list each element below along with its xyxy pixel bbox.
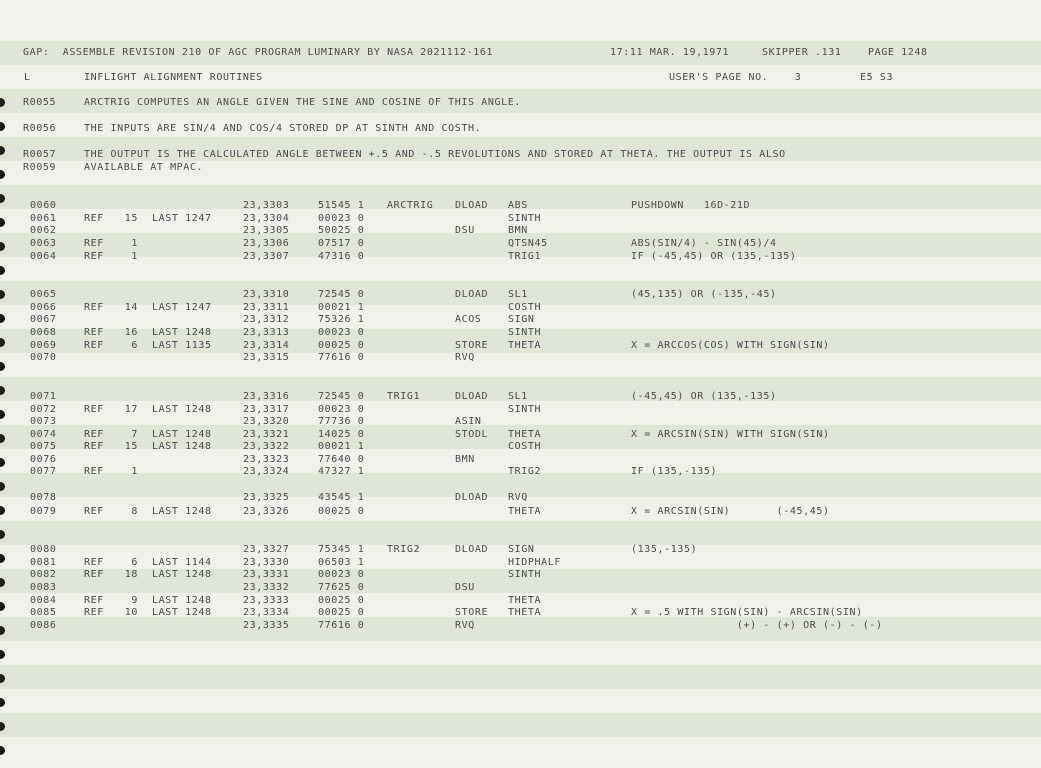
listing-row (0, 582, 1041, 594)
opcode: STORE (455, 607, 489, 618)
remark-text: THE OUTPUT IS THE CALCULATED ANGLE BETWEEN +.5 AND -.5 REVOLUTIONS AND STORED AT THETA. THE OUTPUT IS ALSO (84, 149, 786, 160)
octal-word: 00023 0 (318, 569, 365, 580)
opcode: BMN (455, 454, 475, 465)
seq-number: 0068 (30, 327, 57, 338)
address: 23,3307 (243, 251, 290, 262)
listing-row (0, 213, 1041, 225)
listing-row (0, 340, 1041, 352)
section-title: INFLIGHT ALIGNMENT ROUTINES (84, 72, 263, 83)
operand: SINTH (508, 327, 542, 338)
comment: ABS(SIN/4) - SIN(45)/4 (631, 238, 777, 249)
listing-row (0, 238, 1041, 250)
address: 23,3315 (243, 352, 290, 363)
octal-word: 72545 0 (318, 391, 365, 402)
seq-number: 0085 (30, 607, 57, 618)
listing-row (0, 327, 1041, 339)
remark-id: R0057 (23, 149, 57, 160)
last-page: LAST 1248 (152, 569, 212, 580)
operand: THETA (508, 595, 542, 606)
ref-label: REF (84, 607, 104, 618)
octal-word: 51545 1 (318, 200, 365, 211)
octal-word: 00025 0 (318, 595, 365, 606)
listing-row (0, 544, 1041, 556)
listing-row (0, 352, 1041, 364)
comment: (45,135) OR (-135,-45) (631, 289, 777, 300)
opcode: DLOAD (455, 492, 489, 503)
listing-row (0, 302, 1041, 314)
ref-label: REF (84, 557, 104, 568)
operand: SL1 (508, 289, 528, 300)
seq-number: 0071 (30, 391, 57, 402)
listing-row (0, 569, 1041, 581)
listing-row (0, 404, 1041, 416)
last-page: LAST 1144 (152, 557, 212, 568)
operand: THETA (508, 506, 542, 517)
operand: SL1 (508, 391, 528, 402)
ref-number: 17 (124, 404, 138, 415)
octal-word: 00021 1 (318, 302, 365, 313)
listing-row (0, 620, 1041, 632)
seq-number: 0065 (30, 289, 57, 300)
assembly-title: GAP: ASSEMBLE REVISION 210 OF AGC PROGRAM LUMINARY BY NASA 2021112-161 (23, 47, 494, 58)
listing-row (0, 441, 1041, 453)
listing-row (0, 492, 1041, 504)
seq-number: 0080 (30, 544, 57, 555)
seq-number: 0083 (30, 582, 57, 593)
seq-number: 0078 (30, 492, 57, 503)
operand: SIGN (508, 314, 535, 325)
ref-label: REF (84, 251, 104, 262)
operand: THETA (508, 429, 542, 440)
seq-number: 0063 (30, 238, 57, 249)
seq-number: 0075 (30, 441, 57, 452)
listing-row (0, 557, 1041, 569)
operand: SINTH (508, 213, 542, 224)
address: 23,3331 (243, 569, 290, 580)
operand: SIGN (508, 544, 535, 555)
last-page: LAST 1248 (152, 607, 212, 618)
octal-word: 00025 0 (318, 607, 365, 618)
last-page: LAST 1248 (152, 404, 212, 415)
operand: SINTH (508, 569, 542, 580)
octal-word: 50025 0 (318, 225, 365, 236)
address: 23,3325 (243, 492, 290, 503)
comment: (135,-135) (631, 544, 698, 555)
ref-number: 9 (131, 595, 138, 606)
operand: QTSN45 (508, 238, 548, 249)
operand: THETA (508, 607, 542, 618)
octal-word: 00023 0 (318, 404, 365, 415)
opcode: DLOAD (455, 391, 489, 402)
operand: COSTH (508, 441, 542, 452)
seq-number: 0077 (30, 466, 57, 477)
last-page: LAST 1248 (152, 441, 212, 452)
address: 23,3322 (243, 441, 290, 452)
comment: X = ARCCOS(COS) WITH SIGN(SIN) (631, 340, 830, 351)
opcode: ACOS (455, 314, 482, 325)
ref-label: REF (84, 441, 104, 452)
ref-number: 6 (131, 340, 138, 351)
address: 23,3326 (243, 506, 290, 517)
ref-label: REF (84, 466, 104, 477)
operand: RVQ (508, 492, 528, 503)
opcode: ASIN (455, 416, 482, 427)
last-page: LAST 1247 (152, 302, 212, 313)
ref-number: 16 (124, 327, 138, 338)
ref-number: 8 (131, 506, 138, 517)
opcode: DLOAD (455, 544, 489, 555)
last-page: LAST 1248 (152, 429, 212, 440)
octal-word: 75345 1 (318, 544, 365, 555)
comment: PUSHDOWN 16D-21D (631, 200, 751, 211)
address: 23,3316 (243, 391, 290, 402)
octal-word: 77640 0 (318, 454, 365, 465)
operand: TRIG1 (508, 251, 542, 262)
sheet-id: E5 S3 (860, 72, 894, 83)
ref-label: REF (84, 302, 104, 313)
remark-id: R0056 (23, 123, 57, 134)
octal-word: 77736 0 (318, 416, 365, 427)
seq-number: 0086 (30, 620, 57, 631)
address: 23,3311 (243, 302, 290, 313)
opcode: STORE (455, 340, 489, 351)
octal-word: 00025 0 (318, 506, 365, 517)
listing-row (0, 466, 1041, 478)
operand: ABS (508, 200, 528, 211)
comment: X = ARCSIN(SIN) (-45,45) (631, 506, 830, 517)
ref-label: REF (84, 238, 104, 249)
opcode: STODL (455, 429, 489, 440)
octal-word: 47327 1 (318, 466, 365, 477)
ref-number: 18 (124, 569, 138, 580)
octal-word: 47316 0 (318, 251, 365, 262)
users-page: USER'S PAGE NO. 3 (669, 72, 802, 83)
operand: HIDPHALF (508, 557, 561, 568)
last-page: LAST 1135 (152, 340, 212, 351)
address: 23,3310 (243, 289, 290, 300)
address: 23,3304 (243, 213, 290, 224)
octal-word: 00025 0 (318, 340, 365, 351)
opcode: RVQ (455, 620, 475, 631)
ref-label: REF (84, 340, 104, 351)
octal-word: 14025 0 (318, 429, 365, 440)
address: 23,3312 (243, 314, 290, 325)
ref-number: 6 (131, 557, 138, 568)
opcode: DSU (455, 225, 475, 236)
comment: IF (135,-135) (631, 466, 718, 477)
code-label: ARCTRIG (387, 200, 434, 211)
address: 23,3330 (243, 557, 290, 568)
comment: (-45,45) OR (135,-135) (631, 391, 777, 402)
ref-number: 1 (131, 238, 138, 249)
timestamp: 17:11 MAR. 19,1971 (610, 47, 730, 58)
address: 23,3335 (243, 620, 290, 631)
ref-label: REF (84, 429, 104, 440)
ref-label: REF (84, 327, 104, 338)
octal-word: 00023 0 (318, 327, 365, 338)
seq-number: 0072 (30, 404, 57, 415)
octal-word: 43545 1 (318, 492, 365, 503)
last-page: LAST 1248 (152, 327, 212, 338)
remark-text: THE INPUTS ARE SIN/4 AND COS/4 STORED DP AT SINTH AND COSTH. (84, 123, 482, 134)
ref-label: REF (84, 595, 104, 606)
comment: X = .5 WITH SIGN(SIN) - ARCSIN(SIN) (631, 607, 863, 618)
seq-number: 0069 (30, 340, 57, 351)
listing-row (0, 391, 1041, 403)
ref-number: 7 (131, 429, 138, 440)
seq-number: 0073 (30, 416, 57, 427)
seq-number: 0082 (30, 569, 57, 580)
address: 23,3334 (243, 607, 290, 618)
remark-text: ARCTRIG COMPUTES AN ANGLE GIVEN THE SINE AND COSINE OF THIS ANGLE. (84, 97, 521, 108)
listing-row (0, 200, 1041, 212)
opcode: DSU (455, 582, 475, 593)
address: 23,3320 (243, 416, 290, 427)
last-page: LAST 1248 (152, 595, 212, 606)
operand: THETA (508, 340, 542, 351)
opcode: DLOAD (455, 289, 489, 300)
octal-word: 00021 1 (318, 441, 365, 452)
ref-number: 1 (131, 251, 138, 262)
ref-number: 15 (124, 213, 138, 224)
comment: X = ARCSIN(SIN) WITH SIGN(SIN) (631, 429, 830, 440)
listing-row (0, 225, 1041, 237)
skipper-label: SKIPPER .131 (762, 47, 842, 58)
last-page: LAST 1247 (152, 213, 212, 224)
listing-row (0, 289, 1041, 301)
octal-word: 72545 0 (318, 289, 365, 300)
address: 23,3327 (243, 544, 290, 555)
octal-word: 75326 1 (318, 314, 365, 325)
ref-label: REF (84, 404, 104, 415)
address: 23,3332 (243, 582, 290, 593)
address: 23,3321 (243, 429, 290, 440)
seq-number: 0074 (30, 429, 57, 440)
ref-number: 14 (124, 302, 138, 313)
seq-number: 0076 (30, 454, 57, 465)
log-section: L (24, 72, 31, 83)
octal-word: 77616 0 (318, 352, 365, 363)
listing-row (0, 251, 1041, 263)
opcode: DLOAD (455, 200, 489, 211)
listing-row (0, 416, 1041, 428)
opcode: RVQ (455, 352, 475, 363)
address: 23,3303 (243, 200, 290, 211)
operand: BMN (508, 225, 528, 236)
octal-word: 06503 1 (318, 557, 365, 568)
ref-label: REF (84, 213, 104, 224)
remark-id: R0055 (23, 97, 57, 108)
address: 23,3324 (243, 466, 290, 477)
operand: TRIG2 (508, 466, 542, 477)
comment: IF (-45,45) OR (135,-135) (631, 251, 797, 262)
listing-row (0, 595, 1041, 607)
listing-row (0, 429, 1041, 441)
ref-label: REF (84, 569, 104, 580)
address: 23,3323 (243, 454, 290, 465)
operand: COSTH (508, 302, 542, 313)
comment: (+) - (+) OR (-) - (-) (631, 620, 883, 631)
operand: SINTH (508, 404, 542, 415)
seq-number: 0067 (30, 314, 57, 325)
octal-word: 77616 0 (318, 620, 365, 631)
page-number: PAGE 1248 (868, 47, 928, 58)
address: 23,3317 (243, 404, 290, 415)
address: 23,3313 (243, 327, 290, 338)
ref-number: 15 (124, 441, 138, 452)
listing-row (0, 607, 1041, 619)
seq-number: 0062 (30, 225, 57, 236)
listing-row (0, 454, 1041, 466)
seq-number: 0064 (30, 251, 57, 262)
seq-number: 0081 (30, 557, 57, 568)
address: 23,3305 (243, 225, 290, 236)
ref-label: REF (84, 506, 104, 517)
address: 23,3333 (243, 595, 290, 606)
address: 23,3314 (243, 340, 290, 351)
remark-id: R0059 (23, 162, 57, 173)
seq-number: 0060 (30, 200, 57, 211)
seq-number: 0061 (30, 213, 57, 224)
octal-word: 00023 0 (318, 213, 365, 224)
listing-row (0, 314, 1041, 326)
ref-number: 1 (131, 466, 138, 477)
code-label: TRIG2 (387, 544, 421, 555)
ref-number: 10 (124, 607, 138, 618)
address: 23,3306 (243, 238, 290, 249)
seq-number: 0079 (30, 506, 57, 517)
seq-number: 0070 (30, 352, 57, 363)
octal-word: 07517 0 (318, 238, 365, 249)
listing-row (0, 506, 1041, 518)
code-label: TRIG1 (387, 391, 421, 402)
seq-number: 0066 (30, 302, 57, 313)
last-page: LAST 1248 (152, 506, 212, 517)
seq-number: 0084 (30, 595, 57, 606)
octal-word: 77625 0 (318, 582, 365, 593)
remark-text: AVAILABLE AT MPAC. (84, 162, 204, 173)
